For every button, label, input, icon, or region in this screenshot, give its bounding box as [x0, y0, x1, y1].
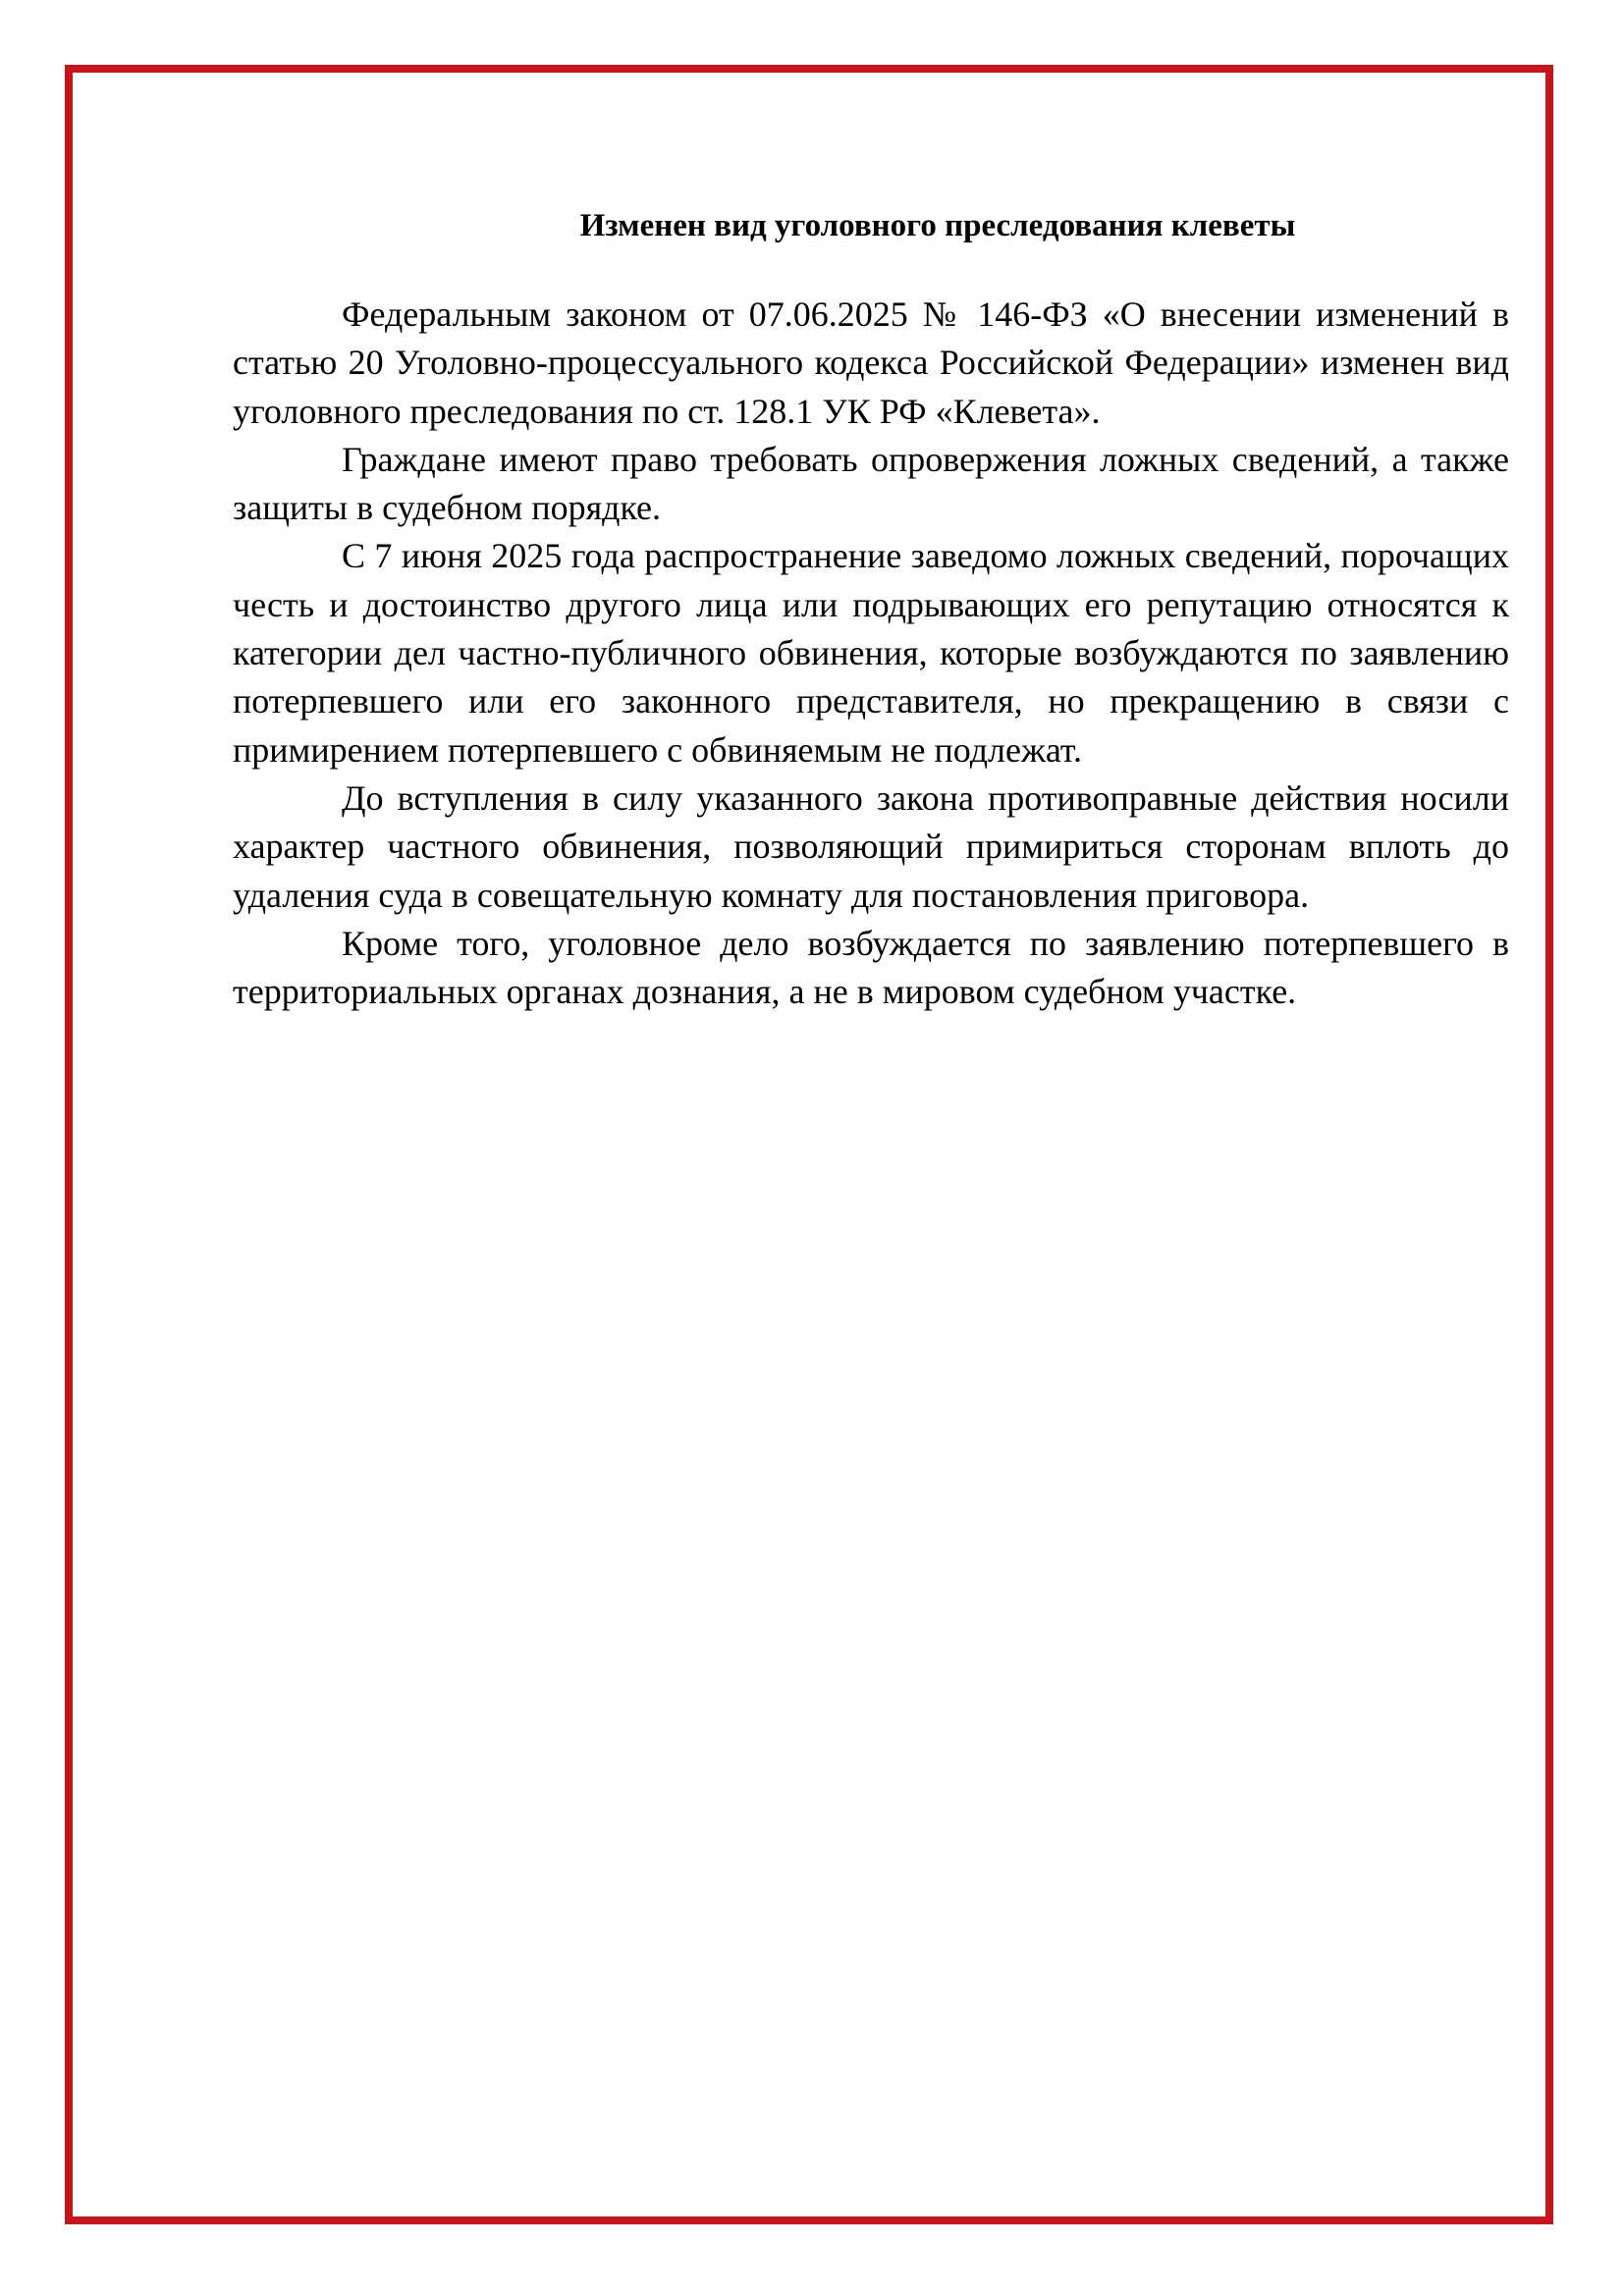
- paragraph-law-reference: Федеральным законом от 07.06.2025 № 146-ФЗ «О внесении изменений в статью 20 Уголовно-процессуального кодекса Российской Федерации» изменен вид уголовного преследования по ст. 128.1 УК РФ «Клевета».: [233, 294, 1509, 431]
- paragraph-initiation-place: Кроме того, уголовное дело возбуждается по заявлению потерпевшего в территориальных органах дознания, а не в мировом судебном участке.: [233, 923, 1509, 1012]
- paragraph-citizen-rights: Граждане имеют право требовать опровержения ложных сведений, а также защиты в судебном порядке.: [233, 439, 1509, 528]
- document-title: Изменен вид уголовного преследования клеветы: [579, 208, 1296, 243]
- paragraph-previous-order: До вступления в силу указанного закона противоправные действия носили характер частного обвинения, позволяющий примириться сторонам вплоть до удаления суда в совещательную комнату для постановления приговора.: [233, 777, 1509, 915]
- paragraph-new-category: С 7 июня 2025 года распространение заведомо ложных сведений, порочащих честь и достоинство другого лица или подрывающих его репутацию относятся к категории дел частно-публичного обвинения, которые возбуждаются по заявлению потерпевшего или его законного представителя, но прекращению в связи с примирением потерпевшего с обвиняемым не подлежат.: [233, 536, 1509, 770]
- document-body: [233, 202, 1509, 1016]
